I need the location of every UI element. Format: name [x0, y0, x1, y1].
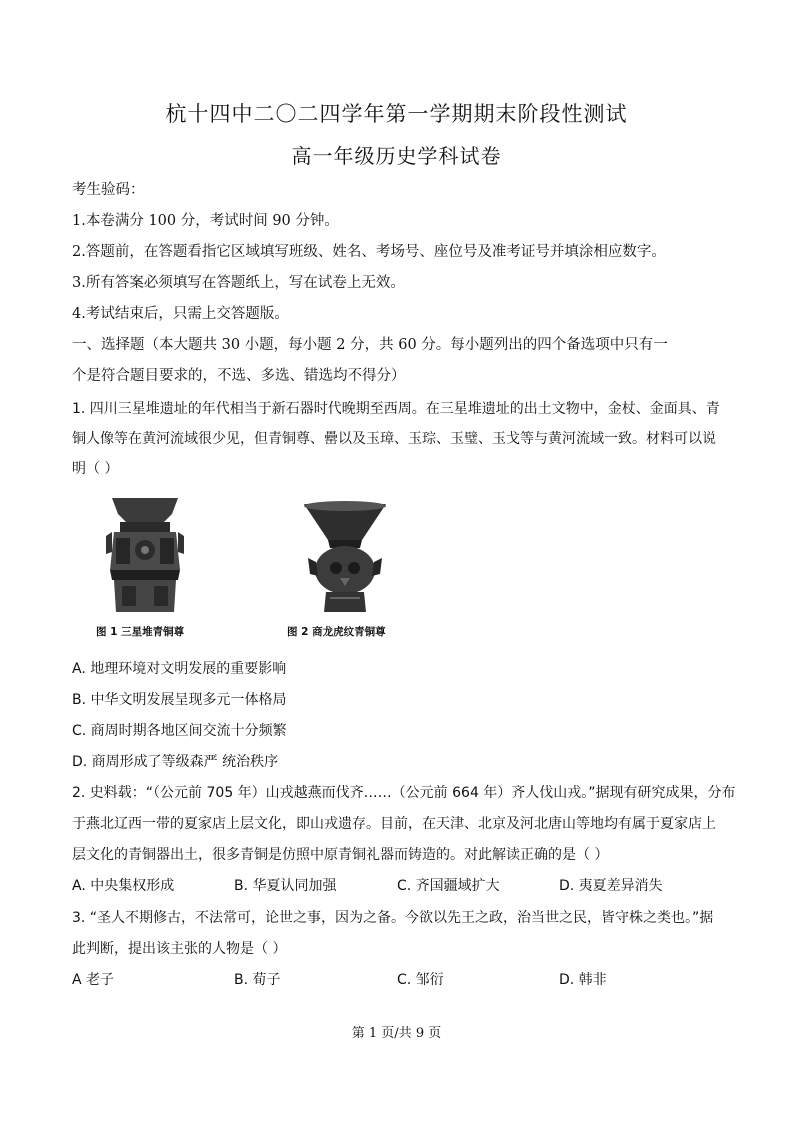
question-2-text: 层文化的青铜器出土，很多青铜是仿照中原青铜礼器而铸造的。对此解读正确的是（ ） [72, 847, 609, 863]
figure-2-caption: 图 2 商龙虎纹青铜尊 [287, 626, 386, 638]
question-3-text: 此判断，提出该主张的人物是（ ） [72, 941, 287, 957]
question-1-option-c: C. 商周时期各地区间交流十分频繁 [72, 723, 287, 739]
question-1-option-b: B. 中华文明发展呈现多元一体格局 [72, 692, 287, 708]
question-3-option-d: D. 韩非 [559, 972, 607, 988]
section-heading: 一、选择题（本大题共 30 小题，每小题 2 分，共 60 分。每小题列出的四个备选项中只有一 [72, 337, 668, 353]
instruction-item: 2.答题前，在答题看指它区域填写班级、姓名、考场号、座位号及准考证号并填涂相应数字。 [72, 244, 666, 260]
figure-1-caption: 图 1 三星堆青铜尊 [96, 626, 185, 638]
question-3-option-a: A 老子 [72, 972, 115, 988]
bronze-zun-dragon-tiger-image [300, 500, 390, 618]
question-1-text: 明（ ） [72, 461, 119, 477]
bronze-zun-sanxingdui-image [100, 492, 190, 618]
instruction-item: 4.考试结束后，只需上交答题版。 [72, 306, 289, 322]
section-heading-continued: 个是符合题目要求的，不选、多选、错选均不得分） [72, 368, 406, 384]
question-3-option-b: B. 荀子 [234, 972, 281, 988]
exam-subtitle: 高一年级历史学科试卷 [291, 144, 502, 168]
question-3-option-c: C. 邹衍 [397, 972, 444, 988]
question-2-option-a: A. 中央集权形成 [72, 878, 175, 894]
question-2-option-d: D. 夷夏差异消失 [559, 878, 663, 894]
question-1-option-d: D. 商周形成了等级森严 统治秩序 [72, 754, 279, 770]
instructions-heading: 考生验码： [72, 182, 145, 198]
instruction-item: 1.本卷满分 100 分，考试时间 90 分钟。 [72, 213, 339, 229]
exam-title: 杭十四中二〇二四学年第一学期期末阶段性测试 [165, 102, 628, 126]
question-2-option-c: C. 齐国疆域扩大 [397, 878, 500, 894]
question-1-option-a: A. 地理环境对文明发展的重要影响 [72, 661, 287, 677]
instruction-item: 3.所有答案必须填写在答题纸上，写在试卷上无效。 [72, 275, 405, 291]
question-2-option-b: B. 华夏认同加强 [234, 878, 337, 894]
question-2-text: 2. 史料载：“（公元前 705 年）山戎越燕而伐齐……（公元前 664 年）齐人伐山戎。”据现有研究成果，分布 [72, 785, 736, 801]
question-1-text: 铜人像等在黄河流域很少见，但青铜尊、罍以及玉璋、玉琮、玉璧、玉戈等与黄河流域一致。材料可以说 [72, 431, 716, 447]
question-3-text: 3. “圣人不期修古，不法常可，论世之事，因为之备。今欲以先王之政，治当世之民，皆守株之类也。”据 [72, 910, 714, 926]
page-number-footer: 第 1 页/共 9 页 [351, 1026, 442, 1041]
question-1-text: 1. 四川三星堆遗址的年代相当于新石器时代晚期至西周。在三星堆遗址的出土文物中，金杖、金面具、青 [72, 401, 720, 417]
question-2-text: 于燕北辽西一带的夏家店上层文化，即山戎遗存。目前，在天津、北京及河北唐山等地均有属于夏家店上 [72, 816, 716, 832]
